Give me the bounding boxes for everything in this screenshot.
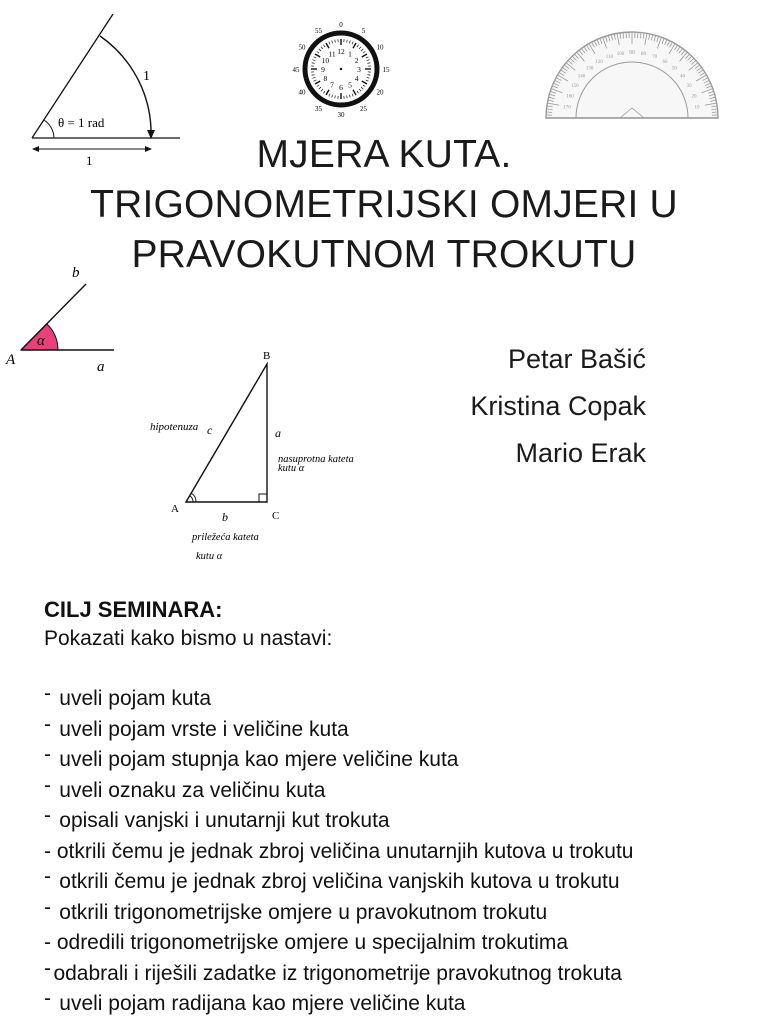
protractor-degree-label: 70 [652, 54, 658, 60]
clock-tick [332, 40, 333, 43]
goal-intro: Pokazati kako bismo u nastavi: [44, 627, 333, 650]
clock-minute-label: 5 [361, 27, 366, 36]
clock-tick [321, 47, 323, 49]
clock-hour-number: 2 [354, 56, 359, 65]
side-b-label: b [222, 510, 228, 524]
goal-list [44, 684, 744, 1020]
angle-alpha-label: α [37, 333, 45, 349]
theta-label: θ = 1 rad [58, 115, 105, 130]
clock-tick [352, 42, 353, 45]
clock-hour-number: 4 [354, 74, 359, 83]
clock-tick [323, 91, 325, 93]
clock-minute-label: 25 [360, 104, 367, 113]
clock-minute-label: 15 [382, 66, 390, 74]
protractor-degree-label: 110 [605, 54, 614, 60]
goal-list-item [44, 684, 744, 715]
goal-item-text: odredili trigonometrijske omjere u specijalnim trokutima [51, 931, 569, 954]
list-dash: - [44, 682, 51, 705]
clock-tick [335, 40, 336, 43]
clock-tick [367, 63, 370, 64]
goal-list-item [44, 895, 744, 929]
protractor-degree-label: 40 [680, 74, 686, 80]
clock-hour-number: 3 [357, 65, 361, 74]
title-line-1: MJERA KUTA. [256, 133, 512, 176]
clock-tick [366, 57, 369, 58]
clock-hour-number: 9 [321, 65, 325, 74]
clock-tick [359, 89, 361, 91]
protractor-degree-label: 130 [585, 66, 594, 72]
base-length-label: 1 [86, 153, 93, 168]
clock-minute-label: 50 [298, 43, 306, 52]
clock-tick [347, 95, 348, 98]
clock-hour-number: 11 [328, 49, 336, 59]
clock-tick [352, 94, 353, 97]
clock-tick [361, 87, 363, 89]
hypotenuse-label: hipotenuza [150, 421, 199, 433]
goal-list-item [44, 712, 744, 746]
list-dash: - [44, 712, 51, 736]
goal-item-text: uveli pojam kuta [53, 687, 212, 710]
list-dash: - [44, 956, 51, 980]
author-2: Kristina Copak [470, 391, 646, 421]
radian-arc [100, 36, 151, 138]
clock-tick [349, 40, 350, 43]
list-dash: - [44, 895, 51, 919]
authors-list [470, 336, 646, 477]
protractor [542, 26, 722, 126]
goal-item-text: opisali vanjski i unutarnji kut trokuta [53, 809, 390, 832]
vertex-a-label: A [171, 503, 179, 515]
goal-list-item [44, 956, 744, 990]
adjacent-leg-label-1: priležeća kateta [192, 532, 259, 543]
goal-item-text: odabrali i riješili zadatke iz trigonometrije pravokutnog trokuta [53, 961, 622, 985]
clock-tick [366, 80, 369, 81]
clock-tick [357, 91, 359, 93]
goal-list-item [44, 806, 744, 837]
clock-minute-label: 45 [292, 66, 300, 74]
slide-title [60, 130, 708, 280]
clock-tick [319, 87, 321, 89]
clock-hour-number: 12 [337, 47, 345, 56]
goal-item-text: otkrili čemu je jednak zbroj veličina vanjskih kutova u trokutu [53, 870, 620, 893]
clock-center [340, 68, 342, 70]
arc-length-label: 1 [143, 69, 150, 84]
author-1: Petar Bašić [507, 344, 646, 374]
angle-arm-b-label: b [72, 265, 80, 281]
clock-tick [314, 57, 317, 58]
dimension-arrow-left [32, 146, 39, 152]
clock-tick [335, 95, 336, 98]
clock-tick [353, 90, 356, 95]
alpha-angle-arc-inner [190, 496, 193, 502]
clock-tick [357, 45, 359, 47]
clock-hour-number: 5 [348, 80, 352, 90]
clock-minute-label: 55 [315, 27, 322, 36]
clock-tick [326, 90, 329, 95]
opposite-leg-label-1: nasuprotna kateta [278, 454, 354, 465]
clock-tick [326, 43, 329, 48]
clock-tick [349, 95, 350, 98]
goal-item-text: otkrili trigonometrijske omjere u pravokutnom trokutu [53, 900, 548, 924]
protractor-90-label: 90 [629, 50, 635, 56]
goal-item-text: uveli pojam radijana kao mjere veličine kuta [53, 992, 466, 1015]
goal-list-item [44, 773, 744, 807]
protractor-degree-label: 100 [616, 52, 625, 58]
spacer [44, 654, 744, 684]
clock-tick [315, 54, 320, 57]
side-a-label: a [275, 426, 281, 440]
title-line-3: PRAVOKUTNOM TROKUTU [131, 233, 637, 276]
protractor-degree-label: 60 [662, 59, 668, 65]
clock-tick [362, 81, 367, 84]
clock-tick [332, 95, 333, 98]
clock-tick [347, 40, 348, 43]
clock-hour-number: 7 [330, 80, 334, 90]
clock-minute-label: 35 [315, 104, 322, 113]
clock-minute-label: 40 [298, 88, 306, 97]
protractor-outline [546, 32, 718, 118]
goal-item-text: uveli oznaku za veličinu kuta [53, 778, 326, 802]
list-dash: - [44, 865, 51, 888]
clock-hour-number: 1 [348, 49, 352, 59]
list-dash: - [44, 804, 51, 827]
clock-tick [312, 75, 315, 76]
clock-tick [329, 94, 330, 97]
clock-tick [361, 49, 363, 51]
goal-item-text: uveli pojam vrste i veličine kuta [53, 717, 349, 741]
triangle-shape [186, 364, 267, 502]
clock-tick [319, 49, 321, 51]
list-dash: - [44, 773, 51, 797]
clock-hour-number: 8 [323, 74, 328, 83]
adjacent-leg-label-2: kutu α [196, 551, 223, 562]
theta-arc [44, 120, 54, 138]
clock-tick [314, 80, 317, 81]
list-dash: - [44, 931, 51, 954]
clock-tick [329, 42, 330, 45]
goal-list-item [44, 928, 744, 959]
seminar-goal-section [44, 596, 744, 1020]
opposite-leg-label-2: kutu α [278, 463, 305, 474]
goal-item-text: otkrili čemu je jednak zbroj veličina unutarnjih kutova u trokutu [51, 839, 634, 863]
clock-hour-number: 10 [321, 56, 330, 65]
goal-heading: CILJ SEMINARA: [44, 597, 223, 622]
right-angle-marker [259, 494, 267, 502]
goal-list-item [44, 989, 744, 1020]
clock-tick [315, 81, 320, 84]
clock-tick [367, 75, 370, 76]
protractor-degree-label: 140 [577, 74, 586, 80]
clock-tick [323, 45, 325, 47]
goal-list-item [44, 745, 744, 776]
right-triangle-diagram [140, 344, 390, 566]
clock-tick [367, 60, 370, 61]
angle-arm-a-label: a [97, 359, 105, 375]
clock-minute-label: 20 [376, 88, 384, 97]
goal-list-item [44, 837, 744, 868]
goal-item-text: uveli pojam stupnja kao mjere veličine kuta [53, 748, 459, 771]
protractor-degree-label: 160 [566, 94, 574, 100]
clock-tick [312, 77, 315, 78]
list-dash: - [44, 839, 51, 863]
clock-minute-label: 10 [376, 43, 384, 52]
vertex-b-label: B [263, 350, 271, 362]
title-line-2: TRIGONOMETRIJSKI OMJERI U [90, 183, 678, 226]
author-3: Mario Erak [515, 438, 646, 468]
clock-tick [317, 85, 319, 87]
clock-tick [353, 43, 356, 48]
protractor-degree-label: 30 [686, 84, 692, 89]
clock-tick [312, 63, 315, 64]
protractor-degree-label: 80 [640, 52, 646, 58]
protractor-degree-label: 150 [571, 84, 579, 89]
clock-tick [321, 89, 323, 91]
clock-tick [362, 54, 367, 57]
vertex-c-label: C [272, 510, 280, 522]
clock-tick [312, 60, 315, 61]
side-c-label: c [207, 423, 213, 437]
clock-minute-label: 0 [339, 21, 343, 29]
protractor-degree-label: 10 [694, 105, 700, 111]
clock-tick [317, 51, 319, 53]
clock-tick [363, 85, 365, 87]
angle-vertex-label: A [6, 352, 16, 368]
list-dash: - [44, 743, 51, 766]
protractor-degree-label: 20 [691, 94, 697, 100]
goal-list-item [44, 867, 744, 898]
clock-tick [359, 47, 361, 49]
clock-minute-label: 30 [337, 111, 345, 119]
clock-face [280, 14, 402, 124]
angle-diagram [0, 260, 130, 380]
protractor-degree-label: 50 [671, 66, 677, 72]
protractor-degree-label: 120 [595, 59, 603, 65]
clock-hour-number: 6 [339, 83, 343, 92]
list-dash: - [44, 987, 51, 1010]
clock-tick [363, 51, 365, 53]
protractor-degree-label: 170 [563, 105, 571, 111]
clock-tick [367, 77, 370, 78]
